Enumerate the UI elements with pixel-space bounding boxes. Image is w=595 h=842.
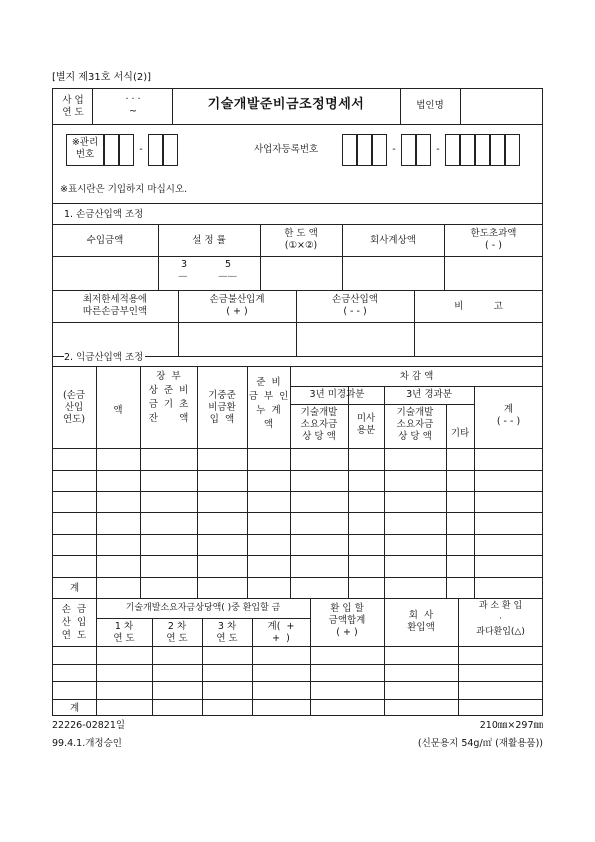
brn-cell-2[interactable]: [357, 134, 372, 166]
s2-header-nondeduct: 준 비 금 부 인 누 계 액: [248, 377, 289, 430]
rate-value-1: 3: [181, 259, 188, 270]
note-text: ※표시란은 기입하지 마십시오.: [60, 184, 188, 195]
brn-cell-9[interactable]: [490, 134, 505, 166]
header-limit: 한 도 액 (①×②): [284, 228, 318, 251]
section1-title: 1. 손금산입액 조정: [64, 209, 144, 220]
s2-header-prior-return: 기중준 비금환 입 액: [208, 390, 236, 425]
brn-cell-3[interactable]: [372, 134, 387, 166]
corp-name-label: 법인명: [416, 100, 444, 111]
header-revenue: 수입금액: [86, 235, 124, 246]
management-number-dash: -: [139, 144, 143, 155]
footer-form-number: 22226-02821일: [52, 720, 126, 731]
header-deductible-amount: 손금산입액 ( - - ): [332, 294, 378, 317]
brn-cell-1[interactable]: [342, 134, 357, 166]
s3-header-over-under: 과 소 환 입 · 과다환입(△): [476, 601, 525, 637]
management-number-cell-2[interactable]: [119, 134, 134, 166]
s2-header-year: (손금 산입 연도): [62, 390, 86, 425]
section2-title: 2. 익금산입액 조정: [64, 352, 144, 363]
s2-sub-over3: 3년 경과분: [406, 389, 452, 400]
business-registration-label: 사업자등록번호: [254, 144, 319, 155]
s2-total-label: 계: [70, 583, 80, 594]
rate-underline-2: ——: [218, 271, 237, 282]
footer-paper-type: (신문용지 54g/㎡ (재활용품)): [417, 738, 543, 749]
s3-header-return-total: 환 입 할 금액합계 ( + ): [328, 603, 366, 638]
s3-sub-year3: 3 차 연 도: [216, 621, 238, 644]
s2-header-amount: 액: [113, 405, 123, 416]
header-minimum-tax-adjustment: 최저한세적용에 따른손금부인액: [82, 294, 148, 317]
management-number-cell-3[interactable]: [148, 134, 163, 166]
management-number-cell-1[interactable]: [104, 134, 119, 166]
management-number-label: ※관리 번호: [71, 137, 99, 160]
brn-dash-2: -: [436, 144, 440, 155]
s2-sub-etc: 기타: [450, 428, 470, 439]
s2-header-deduct: 차 감 액: [399, 371, 434, 382]
s3-header-year: 손 금 산 입 연 도: [61, 604, 87, 641]
brn-cell-6[interactable]: [445, 134, 460, 166]
footer-approval-date: 99.4.1.개정승인: [52, 738, 122, 749]
header-excess: 한도초과액 ( - ): [470, 228, 517, 251]
brn-dash-1: -: [392, 144, 396, 155]
management-number-cell-4[interactable]: [163, 134, 178, 166]
form-title: 기술개발준비금조정명세서: [207, 97, 365, 112]
header-remarks: 비 고: [454, 301, 503, 312]
s2-sub-total: 계 ( - - ): [496, 404, 521, 427]
s2-header-reserve-balance: 장 부 상 준 비 금 기 초 잔 액: [148, 371, 189, 424]
s2-sub-tech2: 기술개발 소요자금 상 당 액: [396, 407, 434, 442]
header-nondeductible-total: 손금불산입계 ( + ): [209, 294, 265, 317]
brn-cell-4[interactable]: [401, 134, 416, 166]
header-rate: 설 정 률: [192, 235, 226, 246]
s3-sub-total: 계( + + ): [267, 621, 295, 644]
business-year-label: 사 업 연 도: [62, 95, 84, 118]
rate-value-2: 5: [225, 259, 232, 270]
s3-header-company-return: 회 사 환입액: [407, 610, 435, 633]
header-company-amount: 회사계상액: [370, 235, 416, 246]
s2-sub-under3: 3년 미경과분: [309, 389, 365, 400]
s3-header-tech-fund: 기술개발소요자금상당액( )중 환입할 금: [125, 603, 281, 613]
brn-cell-5[interactable]: [416, 134, 431, 166]
rate-underline-1: —: [178, 271, 188, 282]
brn-cell-8[interactable]: [475, 134, 490, 166]
brn-cell-10[interactable]: [505, 134, 520, 166]
business-year-tilde: ~: [129, 106, 137, 117]
s2-sub-tech1: 기술개발 소요자금 상 당 액: [300, 407, 338, 442]
s3-sub-year1: 1 차 연 도: [113, 621, 135, 644]
s2-sub-misa: 미사 용분: [356, 413, 376, 436]
form-label: [별지 제31호 서식(2)]: [52, 72, 152, 83]
s3-total-label: 계: [70, 703, 80, 714]
s3-sub-year2: 2 차 연 도: [166, 621, 188, 644]
brn-cell-7[interactable]: [460, 134, 475, 166]
footer-paper-size: 210㎜×297㎜: [479, 720, 543, 731]
business-year-dots: · · ·: [125, 94, 141, 105]
corp-name-field[interactable]: [462, 90, 541, 122]
